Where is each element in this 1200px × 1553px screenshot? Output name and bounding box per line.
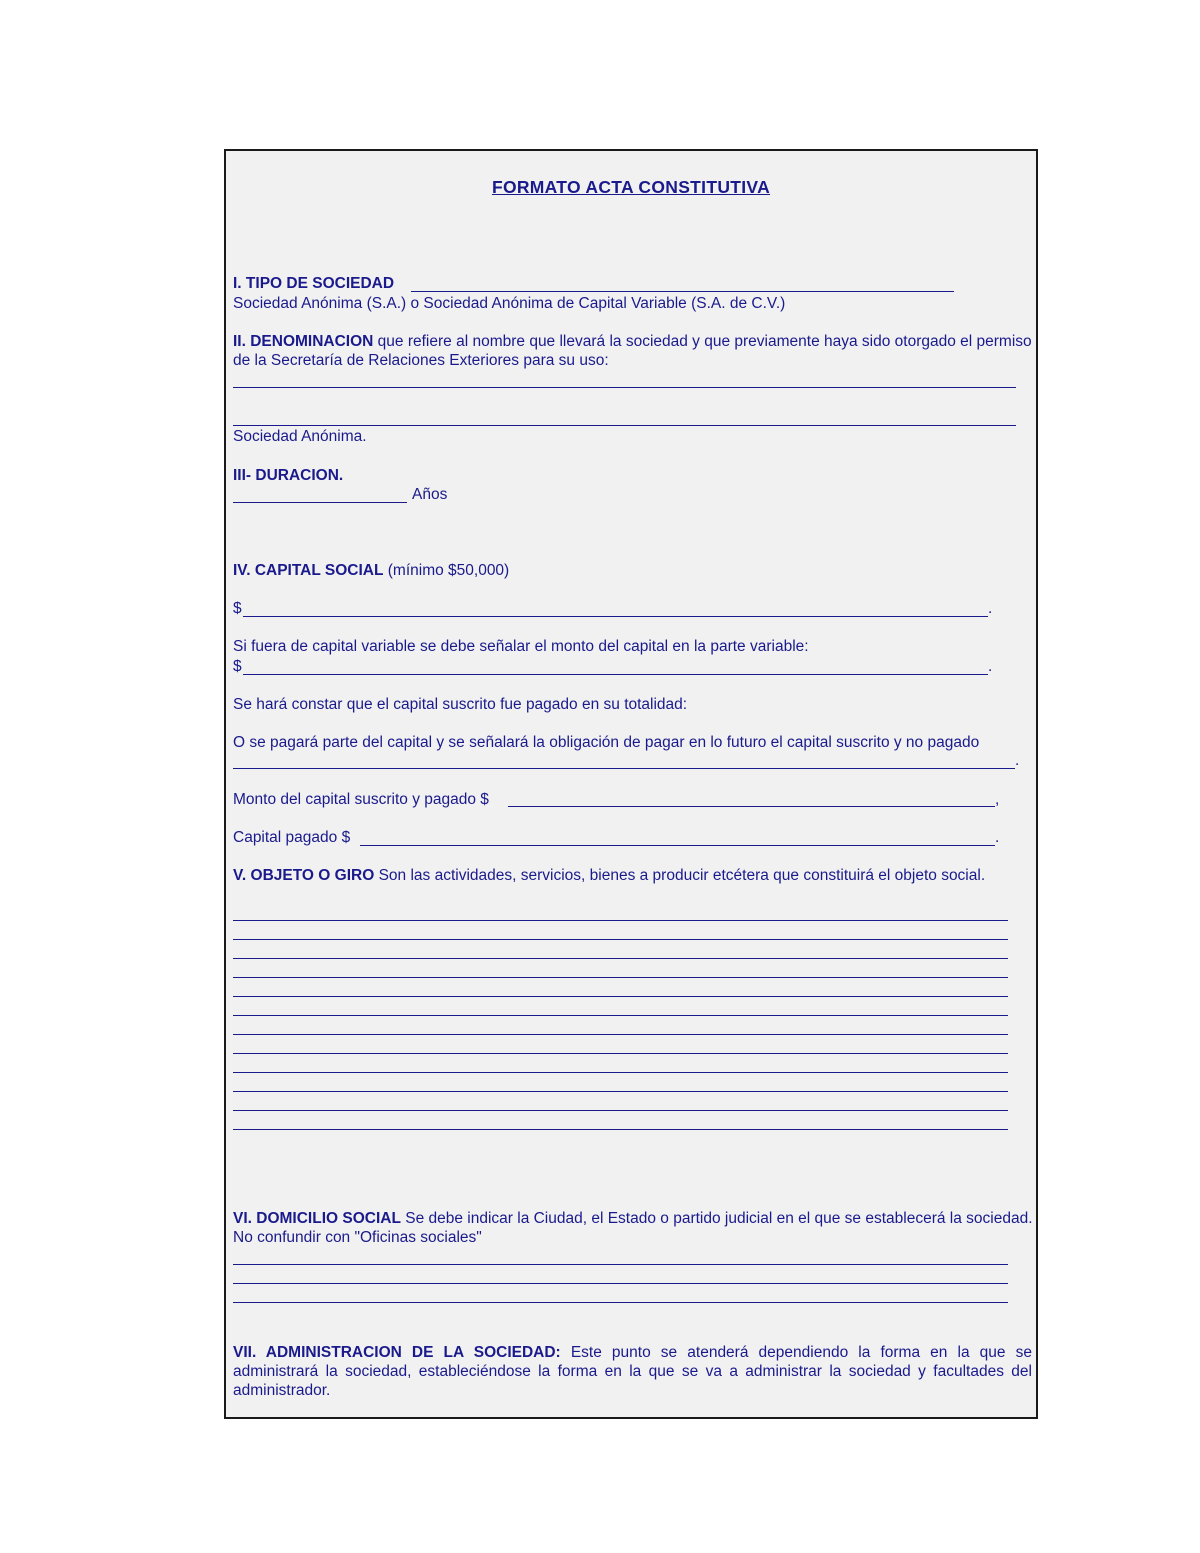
paid-amount-field[interactable] [360,845,995,846]
subscribed-label: Monto del capital suscrito y pagado $ [233,791,489,808]
denominacion-field-1[interactable] [233,387,1016,388]
capital-variable-field[interactable] [243,674,988,675]
objeto-line[interactable] [233,1072,1008,1073]
objeto-line[interactable] [233,939,1008,940]
section-6-paragraph [233,1209,1033,1247]
section-4-heading-line [233,561,509,580]
objeto-line[interactable] [233,958,1008,959]
objeto-line[interactable] [233,1091,1008,1092]
section-2-text: que refiere al nombre que llevará la sociedad y que previamente haya sido otorgado el permiso de la Secretaría de Relaciones Exteriores para su uso: [233,333,1032,369]
domicilio-line[interactable] [233,1283,1008,1284]
section-1-options: Sociedad Anónima (S.A.) o Sociedad Anónima de Capital Variable (S.A. de C.V.) [233,295,786,312]
section-5-text: Son las actividades, servicios, bienes a producir etcétera que constituirá el objeto social. [374,867,986,884]
section-4-note: (mínimo $50,000) [383,562,510,579]
section-5-paragraph [233,866,1033,885]
paid-label: Capital pagado $ [233,829,351,846]
form-container [224,149,1038,1419]
section-2-paragraph [233,332,1033,370]
objeto-line[interactable] [233,1034,1008,1035]
duracion-unit: Años [412,486,448,503]
objeto-line[interactable] [233,1015,1008,1016]
section-7-paragraph [233,1343,1032,1400]
objeto-line[interactable] [233,977,1008,978]
subscribed-amount-field[interactable] [508,806,995,807]
subscribed-comma: , [995,791,1000,808]
partial-dot: . [1015,752,1020,769]
section-6-heading: VI. DOMICILIO SOCIAL [233,1210,401,1227]
domicilio-line[interactable] [233,1264,1008,1265]
section-3-heading: III- DURACION. [233,467,344,484]
duracion-field[interactable] [233,502,407,503]
domicilio-line[interactable] [233,1302,1008,1303]
objeto-line[interactable] [233,1129,1008,1130]
variable-dollar-sign: $ [233,658,242,675]
page-title: FORMATO ACTA CONSTITUTIVA [491,177,771,197]
section-1-heading: I. TIPO DE SOCIEDAD [233,275,395,292]
capital-dollar-sign: $ [233,600,242,617]
variable-dot: . [988,658,993,675]
capital-social-field[interactable] [243,616,988,617]
denominacion-field-2[interactable] [233,425,1016,426]
section-2-suffix: Sociedad Anónima. [233,428,367,445]
paid-dot: . [995,829,1000,846]
section-7-heading: VII. ADMINISTRACION DE LA SOCIEDAD: [233,1344,561,1361]
section-6-text: Se debe indicar la Ciudad, el Estado o partido judicial en el que se establecerá la sociedad. No confundir con "Oficinas sociales" [233,1210,1033,1246]
tipo-sociedad-field[interactable] [411,291,954,292]
section-4-heading: IV. CAPITAL SOCIAL [233,562,384,579]
capital-variable-text: Si fuera de capital variable se debe señalar el monto del capital en la parte variable: [233,638,809,655]
objeto-line[interactable] [233,1053,1008,1054]
section-2-heading: II. DENOMINACION [233,333,374,350]
objeto-line[interactable] [233,1110,1008,1111]
paid-total-text: Se hará constar que el capital suscrito fue pagado en su totalidad: [233,696,688,713]
objeto-line[interactable] [233,996,1008,997]
section-7-text: Este punto se atenderá dependiendo la forma en la que se administrará la sociedad, estableciéndose la forma en la que se va a administrar la sociedad y facultades del administrador. [233,1344,1032,1399]
section-5-heading: V. OBJETO O GIRO [233,867,375,884]
partial-payment-text: O se pagará parte del capital y se señalará la obligación de pagar en lo futuro el capital suscrito y no pagado [233,734,980,751]
capital-dot: . [988,600,993,617]
partial-payment-field[interactable] [233,768,1015,769]
objeto-line[interactable] [233,920,1008,921]
